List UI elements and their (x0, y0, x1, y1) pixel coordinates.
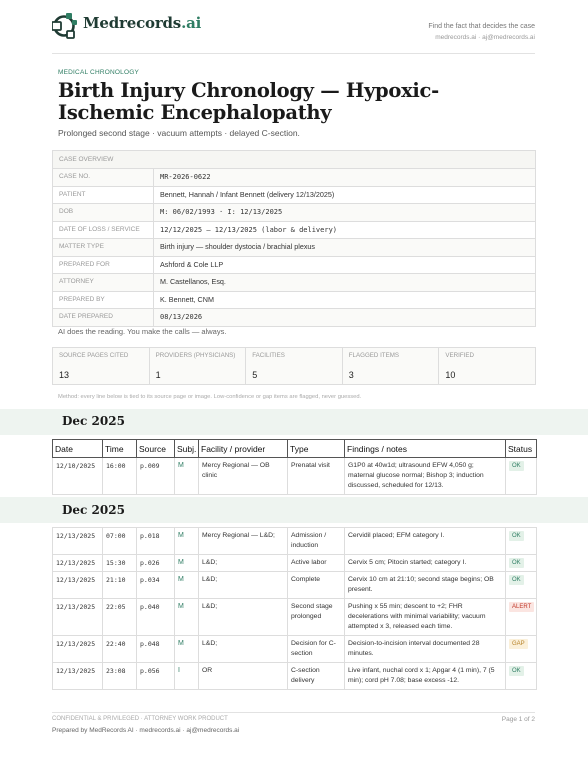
table-row (53, 458, 537, 495)
cell-findings: Live infant, nuchal cord x 1; Apgar 4 (1 min), 7 (5 min); cord pH 7.08; base excess -12. (345, 663, 506, 690)
cell-date: 12/13/2025 (53, 528, 103, 555)
stat-label: VERIFIED (445, 352, 474, 359)
footer-prepared-by: Prepared by MedRecords AI · medrecords.ai · aj@medrecords.ai (52, 727, 240, 734)
stat-card (343, 348, 440, 384)
case-overview-value: 08/13/2026 (160, 313, 203, 321)
cell-facility: OR (199, 663, 288, 690)
case-overview-label: MATTER TYPE (53, 239, 154, 256)
stat-card (53, 348, 150, 384)
status-badge: OK (509, 531, 524, 541)
stat-label: SOURCE PAGES CITED (59, 352, 129, 359)
case-overview-label: CASE NO. (53, 169, 154, 186)
status-badge: OK (509, 558, 524, 568)
case-overview-row (53, 169, 535, 187)
doc-kicker: MEDICAL CHRONOLOGY (58, 69, 140, 76)
stat-card (439, 348, 535, 384)
case-overview-row (53, 204, 535, 222)
brand-name: Medrecords.ai (83, 14, 202, 32)
column-header-findings: Findings / notes (345, 440, 506, 458)
cell-source: p.009 (137, 458, 175, 495)
cell-time: 21:10 (103, 572, 137, 599)
status-badge: OK (509, 666, 524, 676)
cell-facility: L&D; (199, 572, 288, 599)
brand-contact: medrecords.ai · aj@medrecords.ai (435, 34, 535, 41)
month-heading: Dec 2025 (62, 414, 125, 428)
case-overview-row (53, 309, 535, 327)
status-cell (506, 528, 537, 555)
status-cell (506, 636, 537, 663)
case-overview-value: 12/12/2025 – 12/13/2025 (labor & delivery) (160, 225, 338, 234)
cell-type: Decision for C-section (288, 636, 345, 663)
header-divider (52, 53, 535, 54)
cell-type: Complete (288, 572, 345, 599)
table-row (53, 599, 537, 636)
case-overview-value: Birth injury — shoulder dystocia / brachial plexus (160, 242, 316, 251)
cell-subj: M (175, 458, 199, 495)
status-badge: OK (509, 575, 524, 585)
column-header-subj: Subj. (175, 440, 199, 458)
table-header-row (53, 440, 537, 458)
cell-source: p.034 (137, 572, 175, 599)
logo-icon (52, 12, 78, 40)
case-overview-value: Bennett, Hannah / Infant Bennett (delivery 12/13/2025) (160, 189, 335, 199)
status-cell (506, 663, 537, 690)
case-overview-row (53, 239, 535, 257)
page-header (52, 12, 535, 46)
column-header-type: Type (288, 440, 345, 458)
status-cell (506, 599, 537, 636)
column-header-status: Status (506, 440, 537, 458)
cell-facility: L&D; (199, 555, 288, 572)
stat-value: 5 (252, 370, 258, 380)
status-cell (506, 555, 537, 572)
stat-value: 1 (155, 370, 161, 380)
cell-findings: Cervix 5 cm; Pitocin started; category I. (345, 555, 506, 572)
column-header-facility: Facility / provider (199, 440, 288, 458)
table-row (53, 636, 537, 663)
cell-subj: M (175, 572, 199, 599)
stat-label: PROVIDERS (PHYSICIANS) (155, 352, 236, 359)
cell-time: 22:40 (103, 636, 137, 663)
column-header-date: Date (53, 440, 103, 458)
cell-subj: M (175, 528, 199, 555)
summary-stats (52, 347, 536, 385)
cell-time: 23:08 (103, 663, 137, 690)
method-note: Method: every line below is tied to its source page or image. Low-confidence or gap items are flagged, never guessed. (58, 394, 362, 400)
case-overview-row (53, 292, 535, 310)
cell-findings: G1P0 at 40w1d; ultrasound EFW 4,050 g; maternal glucose normal; Bishop 3; induction discussed, scheduled for 12/13. (345, 458, 506, 495)
stat-label: FLAGGED ITEMS (348, 352, 399, 359)
status-badge: GAP (509, 639, 528, 649)
cell-date: 12/13/2025 (53, 636, 103, 663)
stat-value: 3 (348, 370, 354, 380)
case-overview-value: K. Bennett, CNM (160, 294, 214, 304)
cell-type: C-section delivery (288, 663, 345, 690)
case-overview-row (53, 274, 535, 292)
cell-source: p.048 (137, 636, 175, 663)
cell-source: p.026 (137, 555, 175, 572)
stat-card (150, 348, 247, 384)
cell-date: 12/13/2025 (53, 572, 103, 599)
case-overview-heading: CASE OVERVIEW (53, 151, 535, 169)
cell-type: Active labor (288, 555, 345, 572)
stat-card (246, 348, 343, 384)
table-row (53, 555, 537, 572)
page-title: Birth Injury Chronology — Hypoxic-Ischemic Encephalopathy (58, 79, 439, 124)
month-heading: Dec 2025 (62, 503, 125, 517)
cell-subj: M (175, 599, 199, 636)
case-overview-label: DATE PREPARED (53, 309, 154, 326)
cell-date: 12/13/2025 (53, 599, 103, 636)
cell-type: Second stage prolonged (288, 599, 345, 636)
case-overview-row (53, 257, 535, 275)
cell-time: 22:05 (103, 599, 137, 636)
cell-findings: Pushing x 55 min; descent to +2; FHR decelerations with minimal variability; vacuum attempted x 3, released each time. (345, 599, 506, 636)
case-overview-row (53, 222, 535, 240)
status-badge: ALERT (509, 602, 534, 612)
cell-findings: Cervidil placed; EFM category I. (345, 528, 506, 555)
column-header-time: Time (103, 440, 137, 458)
cell-date: 12/10/2025 (53, 458, 103, 495)
ai-disclaimer: AI does the reading. You make the calls — always. (58, 327, 227, 336)
cell-source: p.056 (137, 663, 175, 690)
case-overview-value: M. Castellanos, Esq. (160, 277, 226, 286)
case-overview-label: DOB (53, 204, 154, 221)
case-overview-label: DATE OF LOSS / SERVICE (53, 222, 154, 239)
page-number: Page 1 of 2 (501, 716, 535, 723)
cell-facility: Mercy Regional — OB clinic (199, 458, 288, 495)
cell-type: Prenatal visit (288, 458, 345, 495)
case-overview (52, 150, 536, 327)
case-overview-label: PATIENT (53, 187, 154, 204)
footer-divider (52, 712, 535, 713)
page-subtitle: Prolonged second stage · vacuum attempts · delayed C-section. (58, 128, 300, 138)
case-overview-value: Ashford & Cole LLP (160, 259, 224, 269)
column-header-source: Source (137, 440, 175, 458)
stat-label: FACILITIES (252, 352, 285, 359)
case-overview-label: PREPARED FOR (53, 257, 154, 274)
stat-value: 13 (59, 370, 70, 380)
cell-facility: L&D; (199, 599, 288, 636)
cell-findings: Decision-to-incision interval documented 28 minutes. (345, 636, 506, 663)
cell-date: 12/13/2025 (53, 663, 103, 690)
case-overview-label: PREPARED BY (53, 292, 154, 309)
cell-findings: Cervix 10 cm at 21:10; second stage begins; OB present. (345, 572, 506, 599)
cell-type: Admission / induction (288, 528, 345, 555)
stat-value: 10 (445, 370, 456, 380)
cell-source: p.040 (137, 599, 175, 636)
footer-confidential: CONFIDENTIAL & PRIVILEGED · ATTORNEY WORK PRODUCT (52, 716, 228, 722)
status-badge: OK (509, 461, 524, 471)
cell-subj: M (175, 636, 199, 663)
cell-source: p.018 (137, 528, 175, 555)
table-row (53, 572, 537, 599)
case-overview-label: ATTORNEY (53, 274, 154, 291)
table-row (53, 528, 537, 555)
cell-subj: I (175, 663, 199, 690)
brand-tagline: Find the fact that decides the case (428, 23, 535, 30)
cell-time: 07:00 (103, 528, 137, 555)
status-cell (506, 572, 537, 599)
table-row (53, 663, 537, 690)
cell-time: 15:30 (103, 555, 137, 572)
cell-subj: M (175, 555, 199, 572)
cell-time: 16:00 (103, 458, 137, 495)
status-cell (506, 458, 537, 495)
cell-facility: L&D; (199, 636, 288, 663)
chronology-table (52, 527, 537, 690)
case-overview-value: MR-2026-0622 (160, 173, 211, 181)
case-overview-row (53, 187, 535, 205)
chronology-table (52, 439, 537, 495)
cell-date: 12/13/2025 (53, 555, 103, 572)
case-overview-rows (53, 169, 535, 327)
case-overview-value: M: 06/02/1993 · I: 12/13/2025 (160, 208, 283, 216)
cell-facility: Mercy Regional — L&D; (199, 528, 288, 555)
